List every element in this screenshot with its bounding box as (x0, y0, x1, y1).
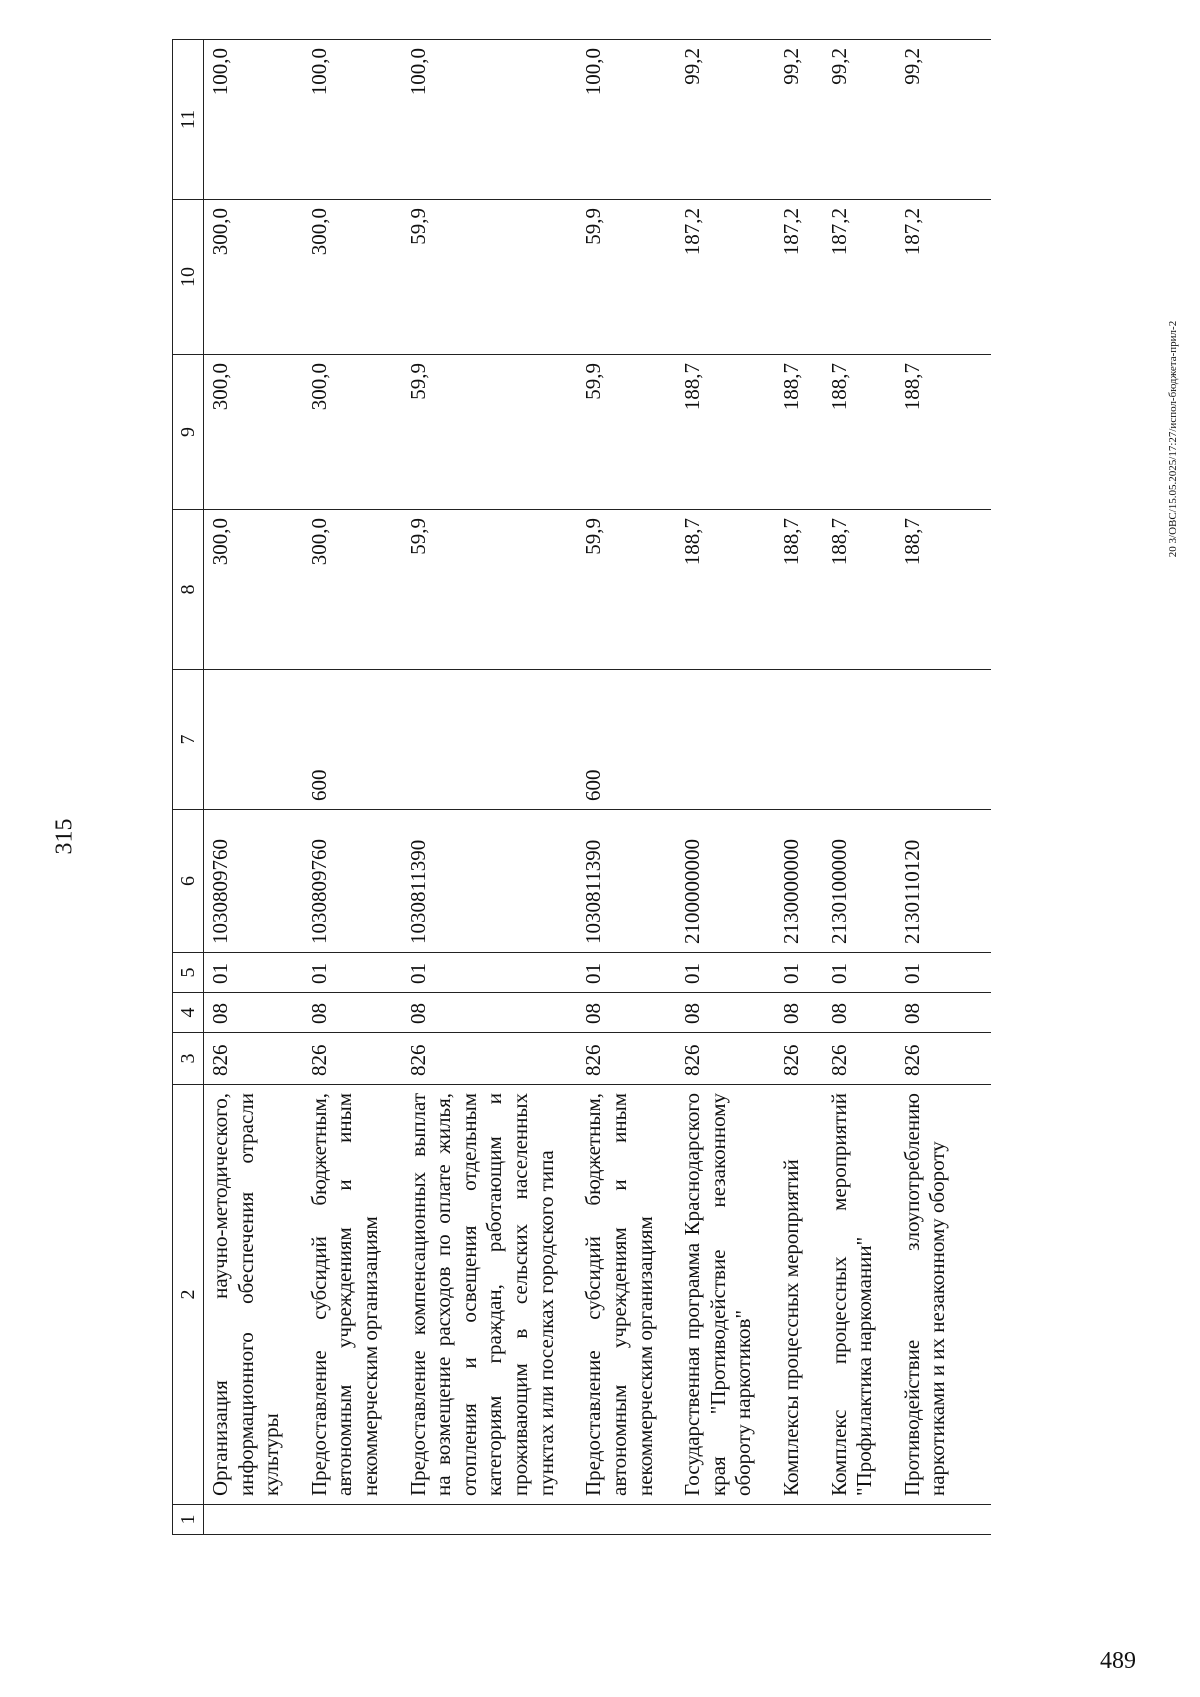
table-cell (577, 1505, 676, 1535)
table-cell (204, 670, 303, 810)
column-header: 4 (173, 993, 204, 1033)
table-cell: 1030809760 (204, 810, 303, 953)
table-cell: 08 (577, 993, 676, 1033)
table-cell (303, 1505, 402, 1535)
table-cell: 08 (896, 993, 991, 1033)
table-cell: 188,7 (676, 355, 775, 510)
table-row (676, 40, 775, 1535)
page-number: 315 (51, 818, 78, 855)
table-cell (896, 670, 991, 810)
table-cell (402, 670, 578, 810)
table-cell: 826 (896, 1033, 991, 1085)
column-header: 8 (173, 510, 204, 670)
table-cell: 826 (577, 1033, 676, 1085)
table-cell: 2130000000 (775, 810, 823, 953)
sheet-number: 489 (1100, 1648, 1136, 1674)
table-row (577, 40, 676, 1535)
table-cell: Предоставление компенсационных выплат на возмещение расходов по оплате жилья, отопления и освещения отдельным категориям граждан, работающим и проживающим в сельских населенных пунктах или поселках городского типа (402, 1085, 578, 1505)
table-cell: 2130100000 (823, 810, 896, 953)
table-cell: 188,7 (896, 355, 991, 510)
table-cell: 300,0 (303, 355, 402, 510)
table-cell: Предоставление субсидий бюджетным, автономным учреждениям и иным некоммерческим организациям (303, 1085, 402, 1505)
table-cell: 59,9 (402, 510, 578, 670)
table-cell (204, 1505, 303, 1535)
table-cell: 99,2 (775, 40, 823, 200)
table-row (775, 40, 823, 1535)
table-cell: 100,0 (303, 40, 402, 200)
table-cell: 100,0 (204, 40, 303, 200)
table-cell: Комплекс процессных мероприятий "Профилактика наркомании" (823, 1085, 896, 1505)
table-cell: 08 (775, 993, 823, 1033)
column-header: 2 (173, 1085, 204, 1505)
table-cell: 08 (204, 993, 303, 1033)
table-cell: 01 (577, 953, 676, 993)
table-cell: 187,2 (896, 200, 991, 355)
table-body (204, 40, 992, 1535)
column-header: 3 (173, 1033, 204, 1085)
table-cell: Государственная программа Краснодарского края "Противодействие незаконному обороту наркотиков" (676, 1085, 775, 1505)
table-cell: 187,2 (775, 200, 823, 355)
table-cell: 600 (303, 670, 402, 810)
table-cell: 826 (676, 1033, 775, 1085)
table-cell: 08 (676, 993, 775, 1033)
table-cell: 59,9 (402, 355, 578, 510)
table-cell: 300,0 (204, 200, 303, 355)
column-header: 10 (173, 200, 204, 355)
table-cell (823, 670, 896, 810)
table-cell: 300,0 (303, 200, 402, 355)
table-cell (775, 1505, 823, 1535)
column-header: 5 (173, 953, 204, 993)
table-cell: 300,0 (303, 510, 402, 670)
table-cell: 08 (823, 993, 896, 1033)
table-row (204, 40, 303, 1535)
table-row (303, 40, 402, 1535)
table-cell: 188,7 (775, 510, 823, 670)
table-cell: 01 (204, 953, 303, 993)
table-cell: 188,7 (775, 355, 823, 510)
table-cell (676, 670, 775, 810)
table-cell: 300,0 (204, 355, 303, 510)
table-cell: 826 (775, 1033, 823, 1085)
table-cell: 1030811390 (402, 810, 578, 953)
table-cell: 2100000000 (676, 810, 775, 953)
table-cell: 59,9 (402, 200, 578, 355)
table-cell (775, 670, 823, 810)
table-cell: 300,0 (204, 510, 303, 670)
table-cell: Комплексы процессных мероприятий (775, 1085, 823, 1505)
table-cell: Организация научно-методического, информационного обеспечения отрасли культуры (204, 1085, 303, 1505)
table-cell (402, 1505, 578, 1535)
table-cell: 01 (896, 953, 991, 993)
table-row (402, 40, 578, 1535)
table-cell: 600 (577, 670, 676, 810)
table-cell: Противодействие злоупотреблению наркотиками и их незаконному обороту (896, 1085, 991, 1505)
table-cell: 01 (823, 953, 896, 993)
table-cell: 99,2 (896, 40, 991, 200)
table-cell (676, 1505, 775, 1535)
table-cell: 08 (402, 993, 578, 1033)
document-footer-code: 20 3/ОВС/15.05.2025/17:27/испол-бюджета-прил-2 (1167, 320, 1179, 558)
table-cell (823, 1505, 896, 1535)
table-cell: 826 (823, 1033, 896, 1085)
table-cell: 59,9 (577, 200, 676, 355)
rotated-sheet (172, 48, 972, 1535)
column-header: 7 (173, 670, 204, 810)
table-cell: 01 (402, 953, 578, 993)
table-cell: 01 (775, 953, 823, 993)
table-cell: 188,7 (896, 510, 991, 670)
table-cell: 100,0 (577, 40, 676, 200)
table-cell: 1030811390 (577, 810, 676, 953)
table-cell: 826 (303, 1033, 402, 1085)
table-cell: 826 (402, 1033, 578, 1085)
column-header: 9 (173, 355, 204, 510)
budget-table (172, 39, 991, 1535)
column-header: 11 (173, 40, 204, 200)
table-cell: 1030809760 (303, 810, 402, 953)
table-cell: 99,2 (676, 40, 775, 200)
table-cell: 100,0 (402, 40, 578, 200)
table-cell: 59,9 (577, 355, 676, 510)
table-cell: 188,7 (823, 355, 896, 510)
table-cell: 826 (204, 1033, 303, 1085)
column-header: 6 (173, 810, 204, 953)
table-cell: 59,9 (577, 510, 676, 670)
table-cell: 187,2 (823, 200, 896, 355)
table-row (823, 40, 896, 1535)
table-cell: 01 (303, 953, 402, 993)
table-row (896, 40, 991, 1535)
table-cell: 2130110120 (896, 810, 991, 953)
table-cell: 01 (676, 953, 775, 993)
table-cell: 188,7 (823, 510, 896, 670)
table-cell: 188,7 (676, 510, 775, 670)
table-cell: 08 (303, 993, 402, 1033)
column-header: 1 (173, 1505, 204, 1535)
table-cell (896, 1505, 991, 1535)
table-cell: 187,2 (676, 200, 775, 355)
table-cell: 99,2 (823, 40, 896, 200)
header-row (173, 40, 204, 1535)
table-cell: Предоставление субсидий бюджетным, автономным учреждениям и иным некоммерческим организациям (577, 1085, 676, 1505)
